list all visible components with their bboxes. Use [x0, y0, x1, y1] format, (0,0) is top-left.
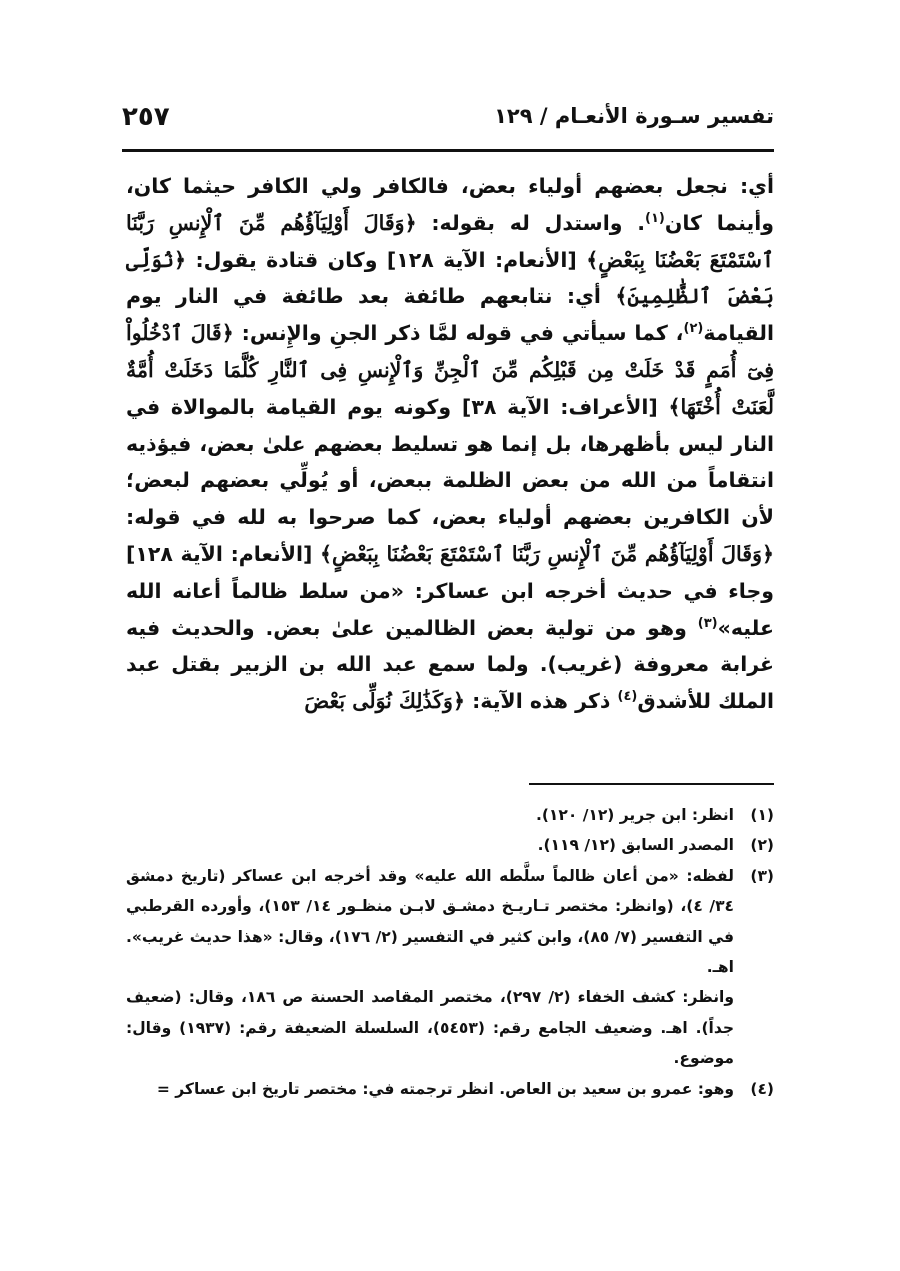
- text-segment: أي: نجعل بعضهم أولياء بعض، فالكافر ولي الكافر حيثما كان، وأينما كان: [126, 174, 774, 235]
- quran-verse: وَكَذَٰلِكَ نُوَلِّى بَعْضَ: [304, 689, 453, 714]
- quran-bracket-open: ﴿: [174, 247, 187, 272]
- quran-bracket-open: ﴿: [404, 210, 417, 235]
- footnote-4: [126, 1074, 774, 1104]
- text-segment: أي: نتابعهم طائفة بعد طائفة في النار يوم القيامة: [126, 284, 774, 346]
- footnote-ref-1: (١): [645, 210, 665, 226]
- quran-bracket-close: ﴾: [320, 541, 333, 566]
- quran-bracket-close: ﴾: [615, 284, 628, 309]
- text-segment: ذكر هذه الآية:: [464, 689, 618, 714]
- footnote-number: (١): [750, 806, 774, 824]
- text-segment: وهو من تولية بعض الظالمين علىٰ بعض. والحديث فيه غرابة معروفة (غريب). ولما سمع عبد الله بن الزبير بقتل عبد الملك للأشدق: [126, 615, 774, 714]
- running-header: [122, 100, 774, 142]
- footnote-ref-4: (٤): [617, 689, 638, 705]
- quran-bracket-open: ﴿: [761, 541, 774, 566]
- quran-verse: قَالَ ٱدْخُلُواْ فِىٓ أُمَمٍ قَدْ خَلَتْ مِن قَبْلِكُم مِّنَ ٱلْجِنِّ وَٱلْإِنسِ فِى ٱلنَّارِ كُلَّمَا دَخَلَتْ أُمَّةٌ لَّعَنَتْ أُخْتَهَا: [126, 321, 774, 419]
- footnote-ref-2: (٢): [683, 321, 704, 337]
- text-segment: . واستدل له بقوله:: [416, 210, 646, 235]
- footnote-3-continued: وانظر: كشف الخفاء (٢/ ٢٩٧)، مختصر المقاصد الحسنة ص ١٨٦، وقال: (ضعيف جداً). اهـ. وضعيف الجامع رقم: (٥٤٥٣)، السلسلة الضعيفة رقم: (١٩٣٧) وقال: موضوع.: [126, 988, 734, 1068]
- page-number: ٢٥٧: [122, 102, 170, 132]
- footnote-number: (٣): [750, 866, 774, 885]
- quran-bracket-close: ﴾: [668, 394, 681, 419]
- footnote-1: [126, 800, 774, 830]
- footnote-text: لفظه: «من أعان ظالماً سلَّطه الله عليه» وقد أخرجه ابن عساكر (تاريخ دمشق ٣٤/ ٤)، (وانظر: مختصر تـاريـخ دمشـق لابـن منظـور ١٤/ ١٥٣)، وأورده القرطبي في التفسير (٧/ ٨٥)، وابن كثير في التفسير (٢/ ١٧٦)، وقال: «هذا حديث غريب». اهـ.: [126, 866, 735, 977]
- footnote-2: [126, 830, 774, 860]
- footnotes: [126, 800, 774, 1104]
- text-segment: [الأعراف: الآية ٣٨] وكونه يوم القيامة بالموالاة في النار ليس بأظهرها، بل إنما هو تسليط بعضهم علىٰ بعض، فيؤذيه انتقاماً من الله من بعض الظلمة ببعض، أو يُولِّي بعضهم لبعض؛ لأن الكافرين بعضهم أولياء بعض، كما صرحوا به لله في قوله:: [126, 394, 774, 530]
- footnote-text: وهو: عمرو بن سعيد بن العاص. انظر ترجمته في: مختصر تاريخ ابن عساكر =: [156, 1079, 734, 1098]
- footnote-ref-3: (٣): [697, 615, 718, 631]
- quran-verse: نُوَلِّى بَعْضَ ٱلظَّٰلِمِينَ: [126, 247, 774, 309]
- footnote-3: [126, 861, 774, 983]
- header-title: تفسير سـورة الأنعـام / ١٢٩: [494, 104, 774, 128]
- footnote-text: المصدر السابق (١٢/ ١١٩).: [537, 836, 734, 855]
- text-segment: ، كما سيأتي في قوله لمَّا ذكر الجنِ والإِنس:: [233, 321, 684, 346]
- quran-verse: وَقَالَ أَوْلِيَآؤُهُم مِّنَ ٱلْإِنسِ رَبَّنَا ٱسْتَمْتَعَ بَعْضُنَا بِبَعْضٍ: [332, 541, 762, 566]
- main-text: [126, 168, 774, 720]
- quran-bracket-close: ﴾: [586, 247, 599, 272]
- footnote-text: انظر: ابن جرير (١٢/ ١٢٠).: [535, 806, 734, 824]
- text-segment: [الأنعام: الآية ١٢٨] وجاء في حديث أخرجه ابن عساكر: «من سلط ظالماً أعانه الله عليه»: [126, 541, 774, 640]
- quran-bracket-open: ﴿: [221, 321, 234, 346]
- footnote-number: (٤): [750, 1079, 774, 1098]
- text-segment: [الأنعام: الآية ١٢٨] وكان قتادة يقول:: [186, 247, 587, 272]
- quran-bracket-open: ﴿: [452, 689, 465, 714]
- header-rule: [122, 149, 774, 152]
- footnote-separator: [529, 783, 774, 785]
- quran-verse: وَقَالَ أَوْلِيَآؤُهُم مِّنَ ٱلْإِنسِ رَبَّنَا ٱسْتَمْتَعَ بَعْضُنَا بِبَعْضٍ: [126, 210, 774, 272]
- footnote-number: (٢): [750, 836, 774, 855]
